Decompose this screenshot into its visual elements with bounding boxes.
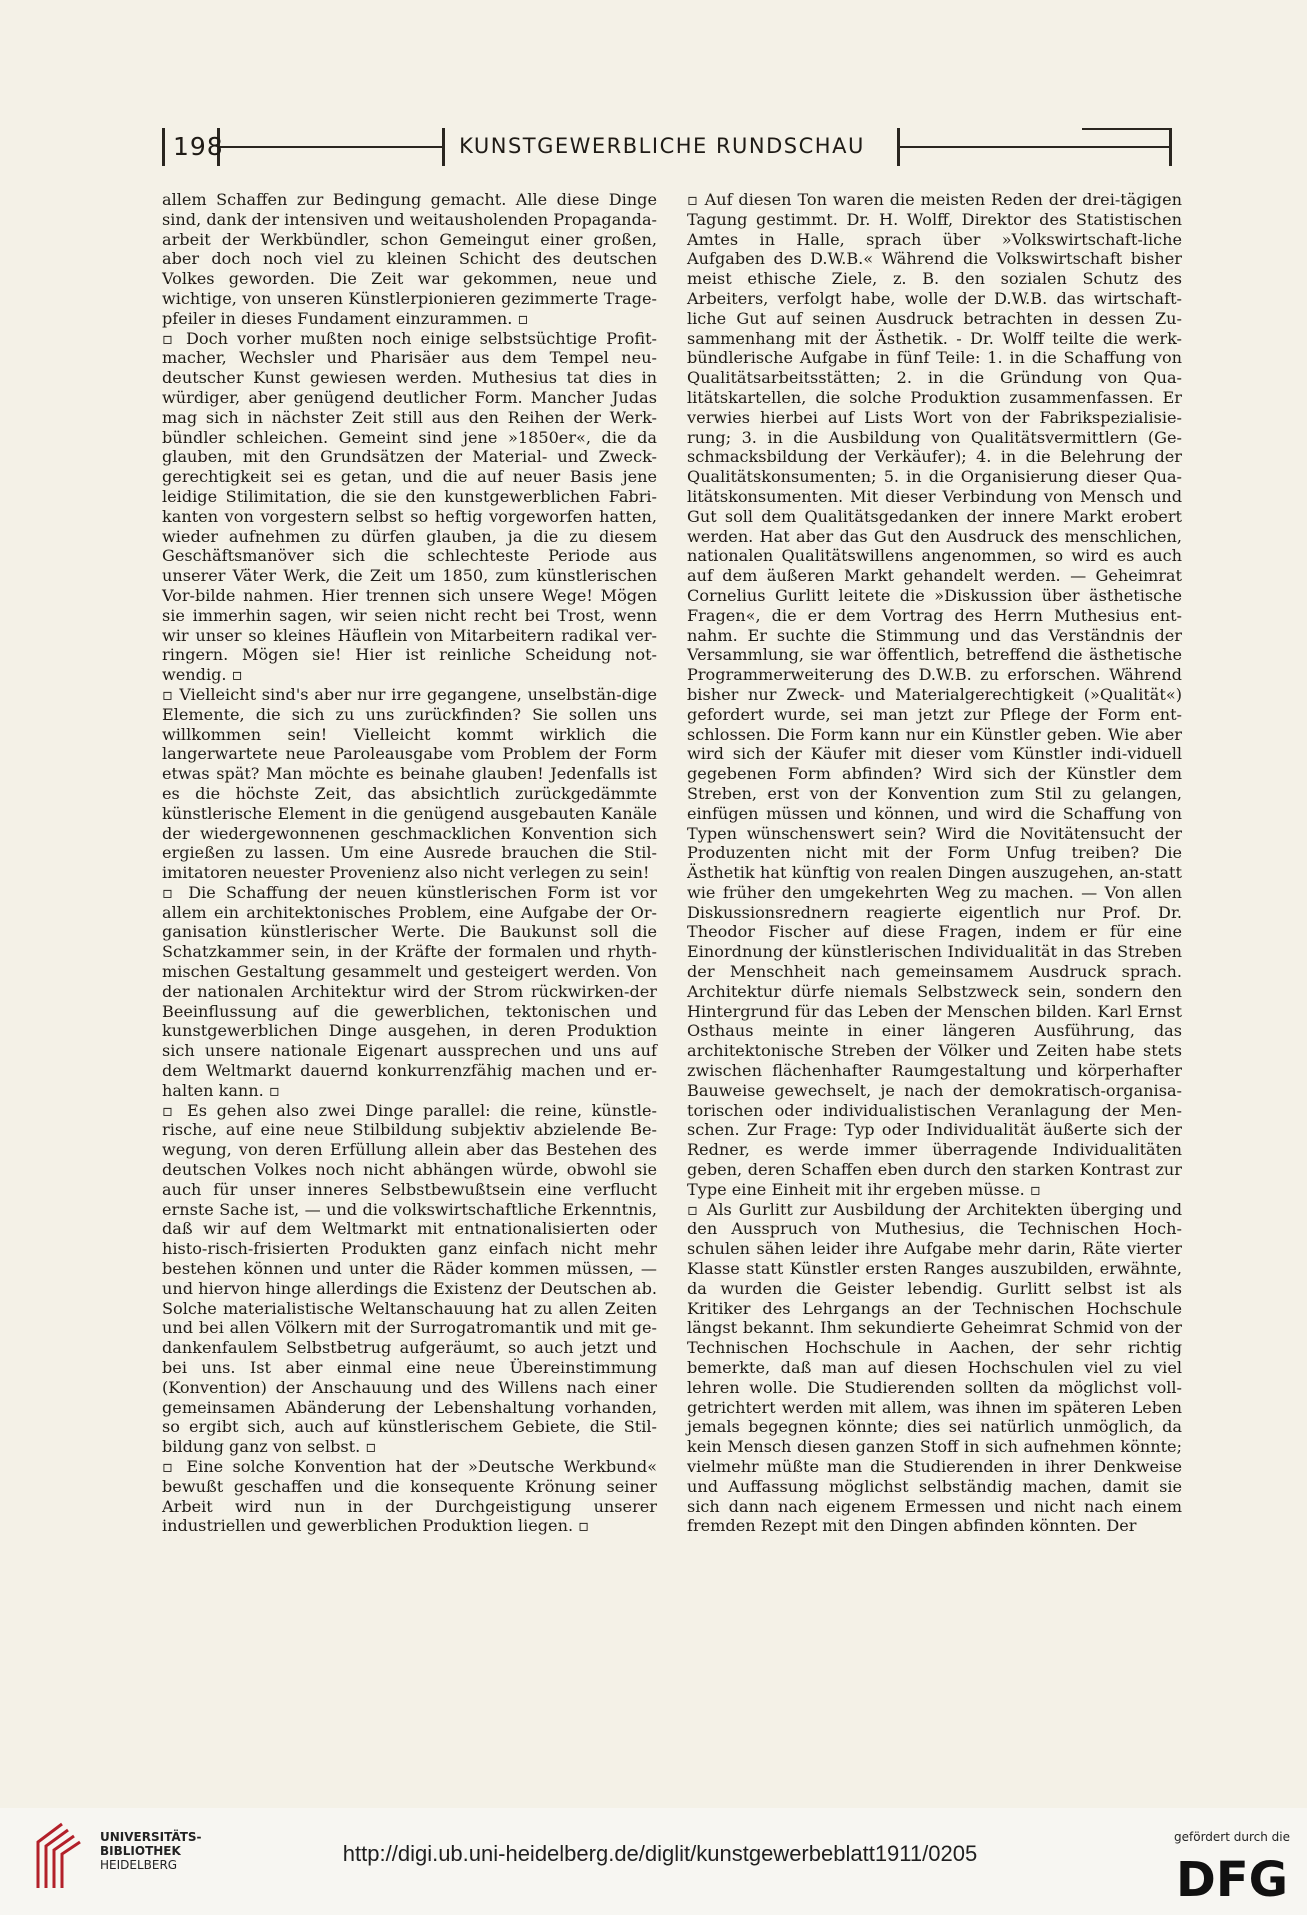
journal-title: KUNSTGEWERBLICHE RUNDSCHAU (459, 134, 865, 158)
page-number: 198 (173, 132, 224, 161)
paragraph: ▫ Es gehen also zwei Dinge parallel: die reine, künstle-rische, auf eine neue Stilbildung subjektiv abzielende Be-wegung, von deren Erfüllung allein aber das Bestehen des deutschen Volkes noch nicht abhängen würde, obwohl sie auch für unser inneres Selbstbewußtsein eine verflucht ernste Sache ist, — und die volkswirtschaftliche Erkenntnis, daß wir auf dem Weltmarkt mit entnationalisierten oder histo-risch-frisierten Produkten ganz einfach nicht mehr bestehen können und unter die Räder kommen müssen, — und hiervon hinge allerdings die Existenz der Deutschen ab. Solche materialistische Weltanschauung hat zu allen Zeiten und bei allen Völkern mit der Surrogatromantik und mit ge-dankenfaulem Selbstbetrug aufgeräumt, so auch jetzt und bei uns. Ist aber einmal eine neue Übereinstimmung (Konvention) der Anschauung und des Willens nach einer gemeinsamen Abänderung der Lebenshaltung vorhanden, so ergibt sich, auch auf künstlerischem Gebiete, die Stil-bildung ganz von selbst. ▫ (162, 1100, 657, 1457)
library-name-line: HEIDELBERG (100, 1858, 178, 1872)
text-column-left (162, 190, 657, 1536)
paragraph: ▫ Eine solche Konvention hat der »Deutsche Werkbund« bewußt geschaffen und die konsequente Krönung seiner Arbeit wird nun in der Durchgeistigung unserer industriellen und gewerblichen Produktion liegen. ▫ (162, 1457, 657, 1536)
header-divider (1169, 128, 1172, 166)
paragraph: allem Schaffen zur Bedingung gemacht. Alle diese Dinge sind, dank der intensiven und weitausholenden Propaganda-arbeit der Werkbündler, schon Gemeingut einer großen, aber doch noch viel zu kleinen Schicht des deutschen Volkes geworden. Die Zeit war gekommen, neue und wichtige, von unseren Künstlerpionieren gezimmerte Trage-pfeiler in dieses Fundament einzurammen. ▫ (162, 190, 657, 328)
paragraph: ▫ Vielleicht sind's aber nur irre gegangene, unselbstän-dige Elemente, die sich zu uns zurückfinden? Sie sollen uns willkommen sein! Vielleicht kommt wirklich die langerwartete neue Paroleausgabe vom Problem der Form etwas spät? Man möchte es beinahe glauben! Jedenfalls ist es die höchste Zeit, das absichtlich zurückgedämmte künstlerische Element in die genügend ausgebauten Kanäle der wiedergewonnenen geschmacklichen Konvention sich ergießen zu lassen. Um eine Ausrede brauchen die Stil-imitatoren neuester Provenienz also nicht verlegen zu sein! (162, 684, 657, 883)
library-name-line: BIBLIOTHEK (100, 1844, 181, 1858)
dfg-logo-text: DFG (1175, 1852, 1288, 1900)
funding-note: gefördert durch die (1174, 1830, 1290, 1844)
paragraph: ▫ Doch vorher mußten noch einige selbstsüchtige Profit-macher, Wechsler und Pharisäer aus dem Tempel neu-deutscher Kunst gewiesen werden. Muthesius tat dies in würdiger, aber genügend deutlicher Form. Mancher Judas mag sich in nächster Zeit still aus den Reihen der Werk-bündler schleichen. Gemeint sind jene »1850er«, die da glauben, mit den Grundsätzen der Material- und Zweck-gerechtigkeit sei es getan, und die auf neuer Basis jene leidige Stilimitation, die sie den kunstgewerblichen Fabri-kanten von vorgestern selbst so heftig vorgeworfen hatten, wieder aufnehmen zu dürfen glauben, ja die zu diesem Geschäftsmanöver sich die schlechteste Periode aus unserer Väter Werk, die Zeit um 1850, zum künstlerischen Vor-bilde nahmen. Hier trennen sich unsere Wege! Mögen sie immerhin sagen, wir seien nicht recht bei Trost, wenn wir unser so kleines Häuflein von Mitarbeitern radikal ver-ringern. Mögen sie! Hier ist reinliche Scheidung not-wendig. ▫ (162, 328, 657, 685)
running-header (162, 128, 1172, 166)
paragraph: ▫ Die Schaffung der neuen künstlerischen Form ist vor allem ein architektonisches Problem, eine Aufgabe der Or-ganisation künstlerischer Werte. Die Baukunst soll die Schatzkammer sein, in der Kräfte der formalen und rhyth-mischen Gestaltung gesammelt und gesteigert werden. Von der nationalen Architektur wird der Strom rückwirken-der Beeinflussung auf die gewerblichen, tektonischen und kunstgewerblichen Dinge ausgehen, in deren Produktion sich unsere nationale Eigenart aussprechen und uns auf dem Weltmarkt dauernd konkurrenzfähig machen und er-halten kann. ▫ (162, 882, 657, 1100)
header-divider (442, 128, 445, 166)
source-url-link[interactable]: http://digi.ub.uni-heidelberg.de/diglit/kunstgewerbeblatt1911/0205 (342, 1841, 978, 1866)
header-rule-left (220, 146, 442, 148)
library-name (100, 1830, 220, 1872)
header-rule-top (1082, 128, 1172, 130)
page-number-box (162, 128, 224, 166)
header-rule-right (900, 146, 1172, 148)
paragraph: ▫ Auf diesen Ton waren die meisten Reden der drei-tägigen Tagung gestimmt. Dr. H. Wolff, Direktor des Statistischen Amtes in Halle, sprach über »Volkswirtschaft-liche Aufgaben des D.W.B.« Während die Volkswirtschaft bisher meist ethische Ziele, z. B. den sozialen Schutz des Arbeiters, verfolgt habe, wolle der D.W.B. das wirtschaft-liche Gut auf seinen Ausdruck betrachten in dessen Zu-sammenhang mit der Ästhetik. - Dr. Wolff teilte die werk-bündlerische Aufgabe in fünf Teile: 1. in die Schaffung von Qualitätsarbeitsstätten; 2. in die Gründung von Qua-litätskartellen, die solche Produktion zusammenfassen. Er verwies hierbei auf Lists Wort von der Fabrikspezialisie-rung; 3. in die Ausbildung von Qualitätsvermittlern (Ge-schmacksbildung der Verkäufer); 4. in die Belehrung der Qualitätskonsumenten; 5. in die Organisierung dieser Qua-litätskonsumenten. Mit dieser Verbindung von Mensch und Gut soll dem Qualitätsgedanken der innere Markt erobert werden. Hat aber das Gut den Ausdruck des menschlichen, nationalen Qualitätswillens angenommen, so wird es auch auf dem äußeren Markt gehandelt werden. — Geheimrat Cornelius Gurlitt leitete die »Diskussion über ästhetische Fragen«, die er dem Vortrag des Herrn Muthesius ent-nahm. Er suchte die Stimmung und das Verständnis der Versammlung, sie war öffentlich, betreffend die ästhetische Programmerweiterung des D.W.B. zu erforschen. Während bisher nur Zweck- und Materialgerechtigkeit (»Qualität«) gefordert wurde, sei man jetzt zur Pflege der Form ent-schlossen. Die Form kann nur ein Künstler geben. Wie aber wird sich der Käufer mit dieser vom Künstler indi-viduell gegebenen Form abfinden? Wird sich der Künstler dem Streben, erst von der Konvention zum Stil zu gelangen, einfügen müssen und können, und wird die Schaffung von Typen wünschenswert sein? Wird die Novitätensucht der Produzenten nicht mit der Form Unfug treiben? Die Ästhetik hat künftig von realen Dingen auszugehen, an-statt wie früher den umgekehrten Weg zu machen. — Von allen Diskussionsrednern reagierte eigentlich nur Prof. Dr. Theodor Fischer auf diese Fragen, indem er für eine Einordnung der künstlerischen Individualität in das Streben der Menschheit nach gemeinsamem Ausdruck sprach. Architektur dürfe niemals Selbstzweck sein, sondern den Hintergrund für das Leben der Menschen bilden. Karl Ernst Osthaus meinte in einer längeren Ausführung, das architektonische Streben der Völker und Zeiten habe stets zwischen flächenhafter Raumgestaltung und körperhafter Bauweise gewechselt, je nach der demokratisch-organisa-torischen oder individualistischen Veranlagung der Men-schen. Zur Frage: Typ oder Individualität äußerte sich der Redner, es werde immer überragende Individualitäten geben, deren Schaffen eben durch den starken Kontrast zur Type eine Einheit mit ihr ergeben müsse. ▫ (687, 190, 1182, 1199)
paragraph: ▫ Als Gurlitt zur Ausbildung der Architekten überging und den Ausspruch von Muthesius, die Technischen Hoch-schulen sähen leider ihre Aufgabe mehr darin, Räte vierter Klasse statt Künstler ersten Ranges auszubilden, erwähnte, da wurden die Geister lebendig. Gurlitt selbst ist als Kritiker des Lehrgangs an der Technischen Hochschule längst bekannt. Ihm sekundierte Geheimrat Schmid von der Technischen Hochschule in Aachen, der sehr richtig bemerkte, daß man auf diesen Hochschulen viel zu viel lehren wolle. Die Studierenden sollten da möglichst voll-getrichtert werden mit allem, was ihnen im späteren Leben jemals begegnen könnte; dies sei natürlich unmöglich, da kein Mensch diesen ganzen Stoff in sich aufnehmen könnte; vielmehr müßte man die Studierenden in ihrer Denkweise und Auffassung möglichst selbständig machen, damit sie sich dann nach eigenem Ermessen und nicht nach einem fremden Rezept mit den Dingen abfinden könnten. Der (687, 1199, 1182, 1536)
text-column-right (687, 190, 1182, 1536)
library-name-line: UNIVERSITÄTS- (100, 1830, 202, 1844)
university-library-logo-icon (32, 1818, 90, 1894)
dfg-logo-icon (1160, 1852, 1290, 1900)
